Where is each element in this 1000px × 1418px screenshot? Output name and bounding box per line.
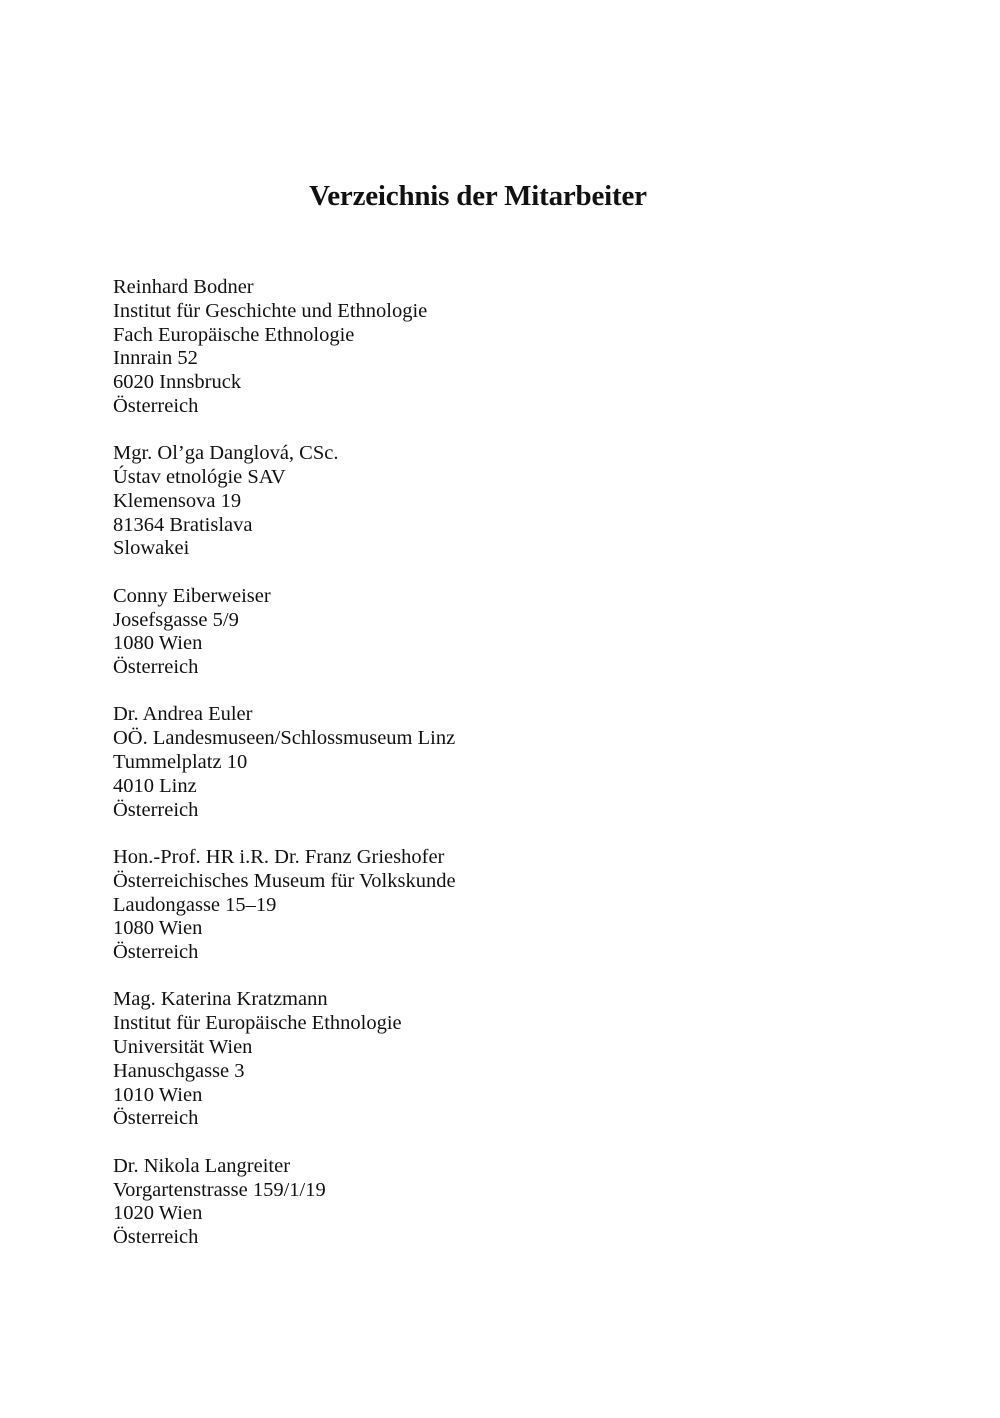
address-line: 1080 Wien xyxy=(113,917,203,940)
address-line: Institut für Europäische Ethnologie xyxy=(113,1012,402,1035)
address-line: 6020 Innsbruck xyxy=(113,371,242,394)
contributor-entry xyxy=(113,585,813,680)
address-line: Innrain 52 xyxy=(113,347,198,370)
address-line: Klemensova 19 xyxy=(113,489,242,512)
address-line: Österreich xyxy=(113,941,199,964)
address-line: Österreich xyxy=(113,1226,199,1249)
address-line: 1010 Wien xyxy=(113,1083,203,1106)
address-line: Hanuschgasse 3 xyxy=(113,1059,245,1082)
address-line: 81364 Bratislava xyxy=(113,513,253,536)
address-line: Josefsgasse 5/9 xyxy=(113,608,239,631)
contributor-name: Conny Eiberweiser xyxy=(113,584,271,607)
address-line: Österreich xyxy=(113,798,199,821)
contributor-entry xyxy=(113,1155,813,1250)
contributor-name: Mag. Katerina Kratzmann xyxy=(113,988,328,1011)
contributor-entry xyxy=(113,846,813,965)
address-line: OÖ. Landesmuseen/Schlossmuseum Linz xyxy=(113,727,456,750)
address-line: Österreich xyxy=(113,656,199,679)
address-line: 1080 Wien xyxy=(113,632,203,655)
address-line: 4010 Linz xyxy=(113,774,197,797)
contributor-name: Dr. Andrea Euler xyxy=(113,703,253,726)
contributor-name: Mgr. Ol’ga Danglová, CSc. xyxy=(113,442,339,465)
contributor-entry xyxy=(113,276,813,419)
address-line: Ústav etnológie SAV xyxy=(113,466,286,489)
address-line: Österreich xyxy=(113,394,199,417)
contributor-list xyxy=(113,276,813,1273)
contributor-entry xyxy=(113,442,813,561)
address-line: Österreichisches Museum für Volkskunde xyxy=(113,869,456,892)
address-line: Slowakei xyxy=(113,537,190,560)
contributor-name: Reinhard Bodner xyxy=(113,276,254,298)
address-line: Laudongasse 15–19 xyxy=(113,893,277,916)
address-line: Universität Wien xyxy=(113,1036,253,1059)
address-line: Institut für Geschichte und Ethnologie xyxy=(113,299,428,322)
address-line: Österreich xyxy=(113,1107,199,1130)
address-line: 1020 Wien xyxy=(113,1202,203,1225)
address-line: Tummelplatz 10 xyxy=(113,751,248,774)
contributor-entry xyxy=(113,703,813,822)
address-line: Vorgartenstrasse 159/1/19 xyxy=(113,1178,326,1201)
contributor-name: Hon.-Prof. HR i.R. Dr. Franz Grieshofer xyxy=(113,845,445,868)
address-line: Fach Europäische Ethnologie xyxy=(113,323,355,346)
page-title: Verzeichnis der Mitarbeiter xyxy=(309,180,647,212)
contributor-entry xyxy=(113,988,813,1131)
contributor-name: Dr. Nikola Langreiter xyxy=(113,1154,291,1177)
